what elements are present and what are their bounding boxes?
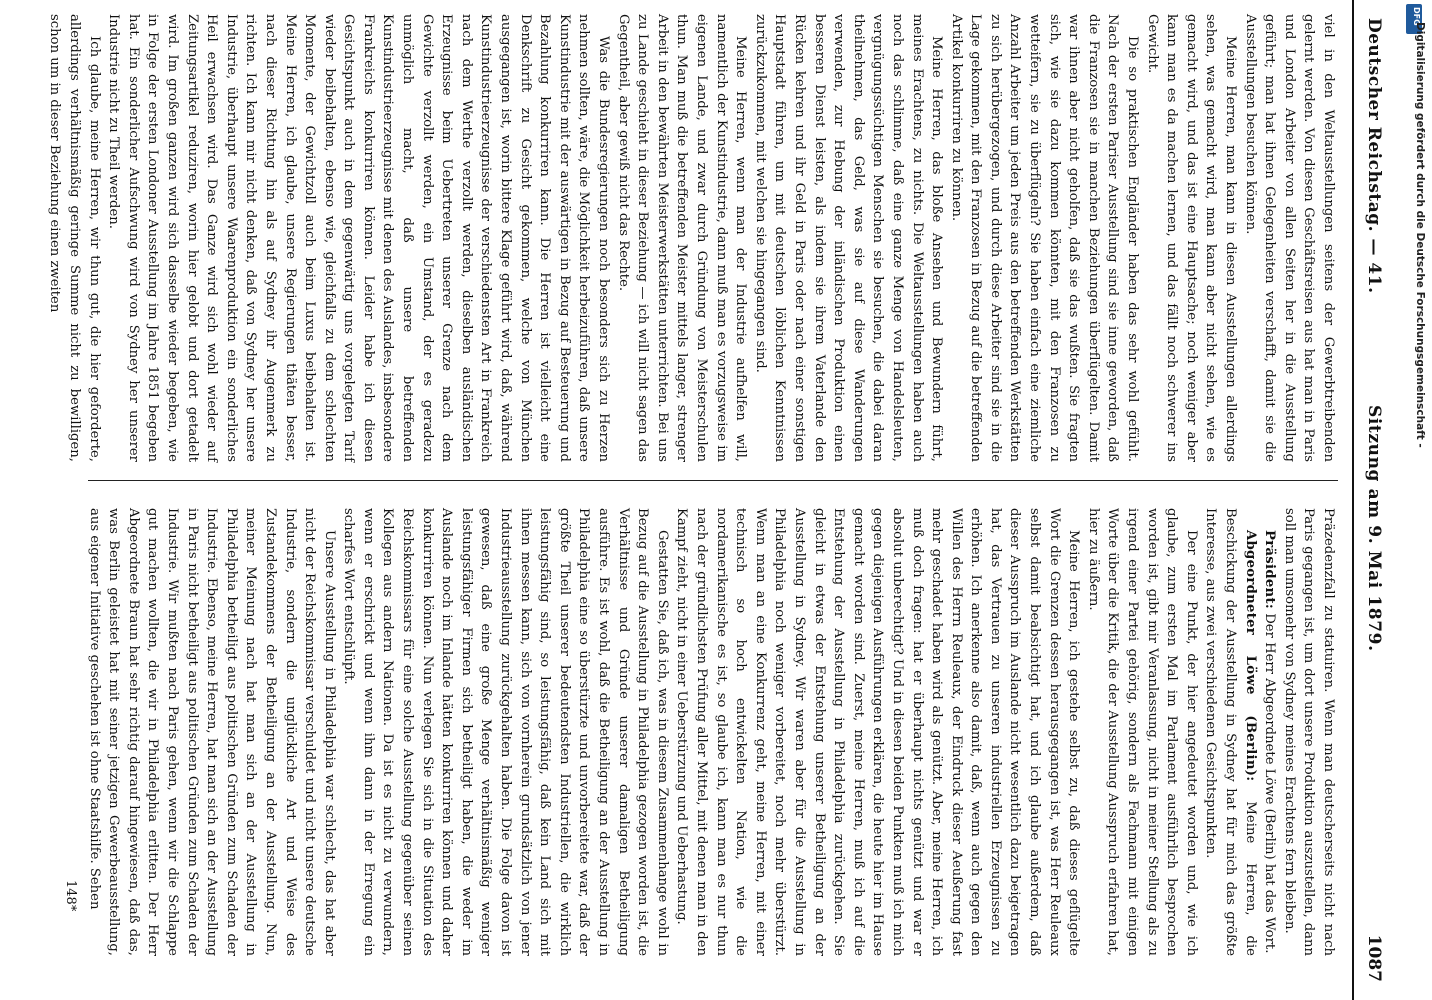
paragraph: Der eine Punkt, der hier angedeutet worden und, wie ich glaube, zum ersten Mal im Parlament ausführlich besprochen worden ist, gibt mir Veranlassung, nicht in meiner Stellung als zu irgend einer Partei gehörig, sondern als Fachmann mit einigen Worte über die Kritik, die der Ausstellung Ausspruch erfahren hat, hier zu äußern.	[1085, 508, 1199, 956]
speaker-label-president: Präsident:	[1262, 530, 1278, 610]
speaker-label-loewe: Abgeordneter Löwe (Berlin):	[1242, 530, 1258, 782]
credit-text: Digitalisierung gefördert durch die Deutsche Forschungsgemeinschaft -	[1414, 22, 1426, 448]
paragraph: Unsere Ausstellung in Philadelphia war schlecht, das hat aber nicht der Reichskommissar verschuldet und nicht unsere deutsche Industrie, sondern die unglückliche Art und Weise des Zustandekommens der Betheiligung an der Ausstellung. Nun, meiner Meinung nach hat man sich an der Ausstellung in Philadelphia betheiligt aus politischen Gründen zum Schaden der Industrie. Ebenso, meine Herren, hat man sich an der Ausstellung in Paris nicht betheiligt aus politischen Gründen zum Schaden der Industrie. Wir mußten nach Paris gehen, wenn wir die Schlappe gut machen wollten, die wir in Philadelphia erlitten. Der Herr Abgeordnete Braun hat sehr richtig darauf hingewiesen, daß das, was Berlin geleistet hat mit seiner jetzigen Gewerbeausstellung, aus eigener Initiative geschehen ist ohne Staatshilfe. Sehen	[86, 508, 337, 956]
signature-mark: 148*	[63, 880, 78, 912]
page-number: 1087	[1364, 934, 1384, 982]
paragraph: Meine Herren, wenn man der Industrie aufhelfen will, namentlich der Kunstindustrie, dann muß man es vorzugsweise im eigenen Lande, und zwar durch Gründung von Meisterschulen thun. Man muß die betreffenden Meister mittels langer, strenger Arbeit in den bewährten Meisterwerkstätten unterrichten. Bei uns zu Lande geschieht in dieser Beziehung — ich will nicht sagen das Gegentheil, aber gewiß nicht das Rechte.	[615, 14, 749, 462]
left-column	[47, 14, 1338, 462]
dfg-logo-text: DFG	[1412, 7, 1421, 26]
running-head	[1352, 0, 1388, 1000]
paragraph: Meine Herren, ich gestehe selbst zu, daß dieses geflügelte Wort die Grenzen dessen herausgegangen ist, was Herr Reuleaux selbst damit beabsichtigt hat, und ich glaube außerdem, daß dieser Ausspruch im Auslande nicht wesentlich dazu beigetragen hat, das Vertrauen zu unseren industriellen Erzeugnissen zu erhöhen. Ich anerkenne also damit, daß, wenn auch gegen den Willen des Herrn Reuleaux, der Eindruck dieser Aeußerung fast mehr geschadet haben wird als genützt. Aber, meine Herren, ich muß doch fragen: hat er überhaupt nichts genützt und war er absolut unberechtigt? Und in diesen beiden Punkten muß ich mich gegen diejenigen Ausführungen erklären, die heute hier im Hause gemacht worden sind. Zuerst, meine Herren, muß ich auf die Entstehung der Ausstellung in Philadelphia zurückgehen. Sie gleicht in etwas der Entstehung unserer Betheiligung an der Ausstellung in Sydney. Wir waren aber für die Ausstellung in Philadelphia noch weniger vorbereitet, noch mehr überstürzt. Wenn man an eine Konkurrenz geht, meine Herren, mit einer technisch so hoch entwickelten Nation, wie die nordamerikanische es ist, so glaube ich, kann man es nur thun nach der gründlichsten Prüfung aller Mittel, mit denen man in den Kampf zieht, nicht in einer Ueberstürzung und Ueberhastung.	[674, 508, 1082, 956]
paragraph: Meine Herren, das bloße Ansehen und Bewundern führt, meines Erachtens, zu nichts. Die Weltausstellungen haben auch noch das schlimme, daß eine ganze Menge von Handelsleuten, vergnügungssüchtigen Menschen sie besuchen, die dabei daran theilnehmen, das Geld, was sie auf diese Wanderungen verwenden, zur Hebung der inländischen Produktion einen besseren Dienst leisten, als indem sie ihrem Vaterlande den Rücken kehren und ihr Geld in Paris oder nach einer sonstigen Hauptstadt führen, um mit deutschen löblichen Kenntnissen zurückzukommen, mit welchen sie hingegangen sind.	[752, 14, 945, 462]
journal-title: Deutscher Reichstag. — 41.	[1364, 18, 1384, 294]
paragraph: viel in den Weltausstellungen seitens der Gewerbtreibenden gelernt werden. Von diesen Geschäftsreisen aus hat man in Paris und London Arbeiter von allen Seiten her in die Ausstellung geführt; man hat ihnen Gelegenheiten verschafft, damit sie die Ausstellungen besuchen können.	[1242, 14, 1336, 462]
right-column	[88, 508, 1338, 956]
paragraph: Ich glaube, meine Herren, wir thun gut, die hier geforderte, allerdings verhältnismäßig geringe Summe nicht zu bewilligen, schon um in dieser Beziehung einen zweiten	[47, 14, 102, 462]
speaker-paragraph	[1201, 508, 1260, 956]
rotated-page-content	[36, 0, 1396, 1000]
paragraph: Gestatten Sie, daß ich, was in diesem Zusammenhange wohl in Bezug auf die Ausstellung in Philadelphia gezogen worden ist, die Verhältnisse und Gründe unserer damaligen Betheiligung ausführe. Es ist wohl, daß die Betheiligung an der Ausstellung in Philadelphia eine so überstürzte und unvorbereitete war, daß der größte Theil unserer bedeutendsten Industriellen, die wirklich leistungsfähig sind, so leistungsfähig, daß kein Land sich mit ihnen messen kann, sich von vornherein grundsätzlich von jener Industrieausstellung zurückgehalten haben. Die Folge davon ist gewesen, daß eine große Menge verhältnismäßig weniger leistungsfähiger Firmen sich betheiligt haben, die weder im Auslande noch im Inlande hätten konkurriren können und daher konkurriren können. Nun verlegen Sie sich in die Situation des Reichskommissars für eine solche Ausstellung gegenüber seinen Kollegen aus andern Nationen. Da ist es nicht zu verwundern, wenn er erschrickt und wenn ihm dann in der Erregung ein scharfes Wort entschlüpft.	[341, 508, 670, 956]
paragraph: Meine Herren, man kann in diesen Ausstellungen allerdings sehen, was gemacht wird, man kann aber nicht sehen, wie es gemacht wird, und das ist eine Hauptsache; noch weniger aber kann man es da machen lernen, und das fällt noch schwerer ins Gewicht.	[1144, 14, 1239, 462]
column-divider	[88, 480, 1338, 481]
session-date: Sitzung am 9. Mai 1879.	[1364, 405, 1384, 652]
paragraph: Präzedenzfall zu statuiren. Wenn man deutscherseits nicht nach Paris gegangen ist, um dort unsere Produktion auszustellen, dann soll man umsomehr von Sydney meines Erachtens fern bleiben.	[1281, 508, 1336, 956]
speech-opening: Meine Herren, die Beschickung der Ausstellung in Sydney hat für mich das größte Interesse, aus zwei verschiedenen Gesichtspunkten.	[1203, 508, 1258, 956]
president-statement: Der Herr Abgeordnete Löwe (Berlin) hat das Wort.	[1262, 613, 1278, 954]
paragraph: Die so praktischen Engländer haben das sehr wohl gefühlt. Nach der ersten Pariser Ausstellung sind sie inne geworden, daß die Franzosen sie in manchen Beziehungen überflügelten. Damit war ihnen aber nicht geholfen, daß sie das wußten. Sie fragten sich, wie sie dazu kommen könnten, mit den Franzosen zu wetteifern, sie zu überflügeln? Sie haben einfach eine ziemliche Anzahl Arbeiter um jeden Preis aus den betreffenden Werkstätten zu sich herübergezogen, und durch diese Arbeiter sind sie in die Lage gekommen, mit den Franzosen in Bezug auf die betreffenden Artikel konkurriren zu können.	[948, 14, 1141, 462]
president-paragraph	[1260, 508, 1280, 956]
digitization-credit	[1396, 0, 1432, 1000]
paragraph: Was die Bundesregierungen noch besonders sich zu Herzen nehmen sollten, wäre, die Möglichkeit herbeizuführen, daß unsere Kunstindustrie mit der auswärtigen in Bezug auf Besteuerung und Bezahlung konkurriren kann. Die Herren ist vielleicht eine Denkschrift zu Gesicht gekommen, welche von München ausgegangen ist, worin bittere Klage geführt wird, daß, während Kunstindustrieerzeugnisse der verschiedensten Art in Frankreich nach dem Werthe verzollt werden, dieselben ausländischen Erzeugnisse beim Uebertreten unserer Grenze nach dem Gewichte verzollt werden, ein Umstand, der es geradezu unmöglich macht, daß unsere betreffenden Kunstindustrieerzeugnisse mit denen des Auslandes, insbesondere Frankreichs konkurriren können. Leider habe ich diesen Gesichtspunkt auch in dem gegenwärtig uns vorgelegten Tarif wieder beibehalten, ebenso wie, gleichfalls zu dem schlechten Momente, der Gewichtzoll auch beim Luxus beibehalten ist. Meine Herren, ich glaube, unsere Regierungen thäten besser, nach dieser Richtung hin als auf Sydney ihr Augenmerk zu richten. Ich kann mir nicht denken, daß von Sydney her unsere Industrie, überhaupt unsere Waarenproduktion ein sonderliches Heil erwachsen wird. Das Ganze wird sich wohl wieder auf Zeitungsartikel reduziren, worin hier gelobt und dort getadelt wird. Im großen ganzen wird sich dasselbe wieder begeben, wie in Folge der ersten Londoner Ausstellung im Jahre 1851 begeben hat. Ein sonderlicher Aufschwung wird von Sydney her unserer Industrie nicht zu Theil werden.	[106, 14, 612, 462]
